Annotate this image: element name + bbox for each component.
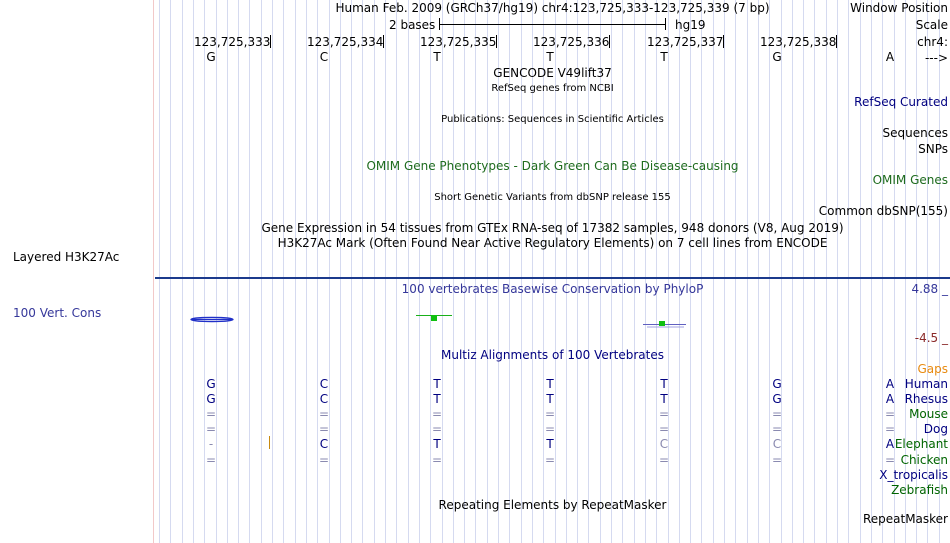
alignment-base: G	[206, 392, 216, 406]
species-label-elephant[interactable]: Elephant	[894, 437, 948, 451]
ruler-coordinate: 123,725,337	[647, 35, 724, 49]
track-title-refseq[interactable]: RefSeq genes from NCBI	[491, 83, 614, 94]
alignment-base: =	[431, 407, 443, 421]
alignment-base: =	[205, 407, 217, 421]
alignment-base: =	[771, 453, 783, 467]
reference-base: T	[433, 50, 441, 64]
reference-base: T	[546, 50, 554, 64]
alignment-base: =	[431, 453, 443, 467]
alignment-base: G	[206, 377, 216, 391]
alignment-base: =	[884, 422, 896, 436]
track-title-multiz[interactable]: Multiz Alignments of 100 Vertebrates	[440, 348, 665, 362]
species-label-zebrafish[interactable]: Zebrafish	[891, 483, 948, 497]
alignment-base: C	[319, 377, 329, 391]
window-position-text: Human Feb. 2009 (GRCh37/hg19) chr4:123,725,333-123,725,339 (7 bp)	[335, 1, 770, 15]
alignment-base: G	[772, 392, 782, 406]
alignment-base: =	[658, 453, 670, 467]
scale-bases-text: 2 bases	[389, 18, 436, 32]
ruler-coordinate: 123,725,336	[533, 35, 610, 49]
alignment-base: T	[433, 377, 441, 391]
phylop-max-value: 4.88 _	[911, 282, 948, 296]
alignment-base: =	[884, 407, 896, 421]
alignment-base: C	[319, 437, 329, 451]
track-label-h3k27ac[interactable]: Layered H3K27Ac	[13, 250, 120, 264]
ruler-coordinate: 123,725,333	[194, 35, 271, 49]
alignment-base: C	[659, 437, 669, 451]
alignment-base: T	[433, 392, 441, 406]
track-label-refseq[interactable]: RefSeq Curated	[854, 95, 948, 109]
alignment-base: =	[658, 407, 670, 421]
alignment-base: =	[318, 453, 330, 467]
ruler-coordinate: 123,725,334	[307, 35, 384, 49]
species-label-dog[interactable]: Dog	[923, 422, 948, 436]
alignment-base: =	[318, 422, 330, 436]
alignment-base: T	[546, 437, 554, 451]
alignment-base: -	[208, 437, 214, 451]
alignment-base: =	[658, 422, 670, 436]
species-label-human[interactable]: Human	[904, 377, 948, 391]
alignment-base: A	[885, 377, 895, 391]
gap-marker	[269, 436, 270, 449]
species-label-rhesus[interactable]: Rhesus	[904, 392, 948, 406]
ruler-coordinate: 123,725,338	[760, 35, 837, 49]
alignment-base: T	[660, 392, 668, 406]
track-title-gencode[interactable]: GENCODE V49lift37	[493, 66, 612, 80]
alignment-base: G	[772, 377, 782, 391]
alignment-base: =	[431, 422, 443, 436]
strand-label: --->	[924, 51, 948, 65]
track-label-snps[interactable]: SNPs	[918, 142, 948, 156]
alignment-base: T	[433, 437, 441, 451]
alignment-base: T	[546, 377, 554, 391]
reference-base: G	[206, 50, 216, 64]
alignment-base: =	[205, 422, 217, 436]
scale-label: Scale	[915, 18, 948, 32]
species-label-mouse[interactable]: Mouse	[909, 407, 948, 421]
track-label-dbsnp[interactable]: Common dbSNP(155)	[818, 204, 948, 218]
track-title-omim[interactable]: OMIM Gene Phenotypes - Dark Green Can Be Disease-causing	[366, 159, 739, 173]
window-position-label: Window Position	[850, 1, 948, 15]
reference-base: G	[772, 50, 782, 64]
phylop-mark-3	[643, 321, 686, 327]
track-title-phylop[interactable]: 100 vertebrates Basewise Conservation by PhyloP	[401, 282, 704, 296]
track-label-phylop[interactable]: 100 Vert. Cons	[13, 306, 102, 320]
alignment-base: =	[544, 453, 556, 467]
species-label-chicken[interactable]: Chicken	[900, 453, 948, 467]
track-title-repeatmasker[interactable]: Repeating Elements by RepeatMasker	[438, 498, 667, 512]
scale-assembly: hg19	[675, 18, 706, 32]
phylop-min-value: -4.5 _	[914, 331, 948, 345]
track-title-publications[interactable]: Publications: Sequences in Scientific Articles	[441, 114, 664, 125]
alignment-base: A	[885, 392, 895, 406]
alignment-base: T	[660, 377, 668, 391]
alignment-base: =	[544, 407, 556, 421]
alignment-base: =	[318, 407, 330, 421]
track-label-repeatmasker[interactable]: RepeatMasker	[862, 512, 948, 526]
alignment-base: C	[772, 437, 782, 451]
alignment-base: =	[771, 407, 783, 421]
track-title-gtex[interactable]: Gene Expression in 54 tissues from GTEx RNA-seq of 17382 samples, 948 donors (V8, Aug 2019)	[261, 221, 844, 235]
reference-base: C	[319, 50, 329, 64]
phylop-mark-2	[416, 315, 452, 321]
alignment-base: =	[771, 422, 783, 436]
track-title-dbsnp[interactable]: Short Genetic Variants from dbSNP release 155	[434, 192, 671, 203]
reference-base: T	[660, 50, 668, 64]
track-label-gaps[interactable]: Gaps	[917, 362, 948, 376]
species-label-x_tropicalis[interactable]: X_tropicalis	[879, 468, 948, 482]
chrom-label: chr4:	[917, 35, 948, 49]
track-title-h3k27ac[interactable]: H3K27Ac Mark (Often Found Near Active Regulatory Elements) on 7 cell lines from ENCODE	[277, 236, 828, 250]
track-label-omim[interactable]: OMIM Genes	[872, 173, 948, 187]
alignment-base: =	[205, 453, 217, 467]
alignment-base: =	[544, 422, 556, 436]
phylop-mark-1	[191, 318, 233, 322]
alignment-base: C	[319, 392, 329, 406]
alignment-base: T	[546, 392, 554, 406]
track-label-sequences[interactable]: Sequences	[882, 126, 948, 140]
ruler-coordinate: 123,725,335	[420, 35, 497, 49]
alignment-base: =	[884, 453, 896, 467]
reference-base: A	[885, 50, 895, 64]
alignment-base: A	[885, 437, 895, 451]
